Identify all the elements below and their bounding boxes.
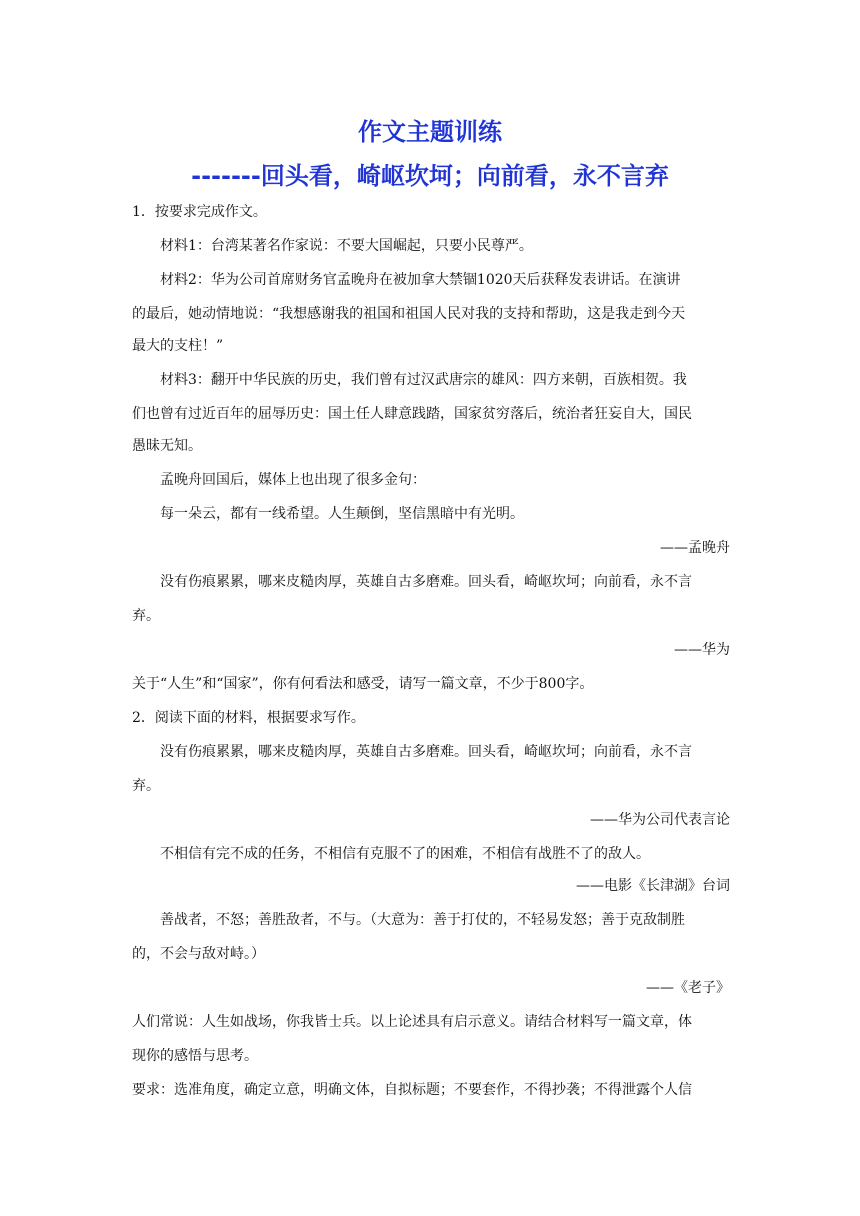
q2-quote-2-attribution: ——电影《长津湖》台词 — [576, 878, 730, 894]
document-title: 作文主题训练 — [358, 118, 502, 146]
q2-quote-1-line-1: 没有伤痕累累，哪来皮糙肉厚，英雄自古多磨难。回头看，崎岖坎坷；向前看，永不言 — [160, 744, 692, 760]
quote-2-attribution: ——华为 — [674, 642, 730, 658]
material-2-line-1: 材料2：华为公司首席财务官孟晚舟在被加拿大禁锢1020天后获释发表讲话。在演讲 — [160, 272, 681, 288]
requirements-line: 要求：选准角度，确定立意，明确文体，自拟标题；不要套作，不得抄袭；不得泄露个人信 — [132, 1082, 692, 1098]
question-2-heading: 2．阅读下面的材料，根据要求写作。 — [132, 710, 365, 726]
material-1: 材料1：台湾某著名作家说：不要大国崛起，只要小民尊严。 — [160, 238, 533, 254]
material-3-line-2: 们也曾有过近百年的屈辱历史：国土任人肆意践踏，国家贫穷落后，统治者狂妄自大，国民 — [132, 406, 692, 422]
q2-quote-1-line-2: 弃。 — [132, 778, 160, 794]
quote-1: 每一朵云，都有一线希望。人生颠倒，坚信黑暗中有光明。 — [160, 506, 524, 522]
question-1-prompt: 关于“人生”和“国家”，你有何看法和感受，请写一篇文章，不少于800字。 — [132, 676, 594, 692]
quote-1-attribution: ——孟晚舟 — [660, 540, 730, 556]
material-3-line-1: 材料3：翻开中华民族的历史，我们曾有过汉武唐宗的雄风：四方来朝，百族相贺。我 — [160, 372, 687, 388]
q2-quote-3-attribution: ——《老子》 — [646, 980, 730, 996]
material-2-line-2: 的最后，她动情地说：“我想感谢我的祖国和祖国人民对我的支持和帮助，这是我走到今天 — [132, 306, 686, 322]
quote-2-line-2: 弃。 — [132, 608, 160, 624]
quotes-intro: 孟晚舟回国后，媒体上也出现了很多金句： — [160, 472, 426, 488]
material-2-line-3: 最大的支柱！” — [132, 338, 224, 354]
q2-quote-3-line-2: 的，不会与敌对峙。） — [132, 946, 265, 962]
q2-quote-2: 不相信有完不成的任务，不相信有克服不了的困难，不相信有战胜不了的敌人。 — [160, 846, 650, 862]
question-1-heading: 1．按要求完成作文。 — [132, 204, 267, 220]
quote-2-line-1: 没有伤痕累累，哪来皮糙肉厚，英雄自古多磨难。回头看，崎岖坎坷；向前看，永不言 — [160, 574, 692, 590]
q2-quote-3-line-1: 善战者，不怒；善胜敌者，不与。（大意为：善于打仗的，不轻易发怒；善于克敌制胜 — [160, 912, 685, 928]
question-2-prompt-line-1: 人们常说：人生如战场，你我皆士兵。以上论述具有启示意义。请结合材料写一篇文章，体 — [132, 1014, 692, 1030]
question-2-prompt-line-2: 现你的感悟与思考。 — [132, 1048, 258, 1064]
document-subtitle: -------回头看，崎岖坎坷；向前看，永不言弃 — [191, 162, 669, 190]
q2-quote-1-attribution: ——华为公司代表言论 — [590, 812, 730, 828]
material-3-line-3: 愚昧无知。 — [132, 438, 202, 454]
